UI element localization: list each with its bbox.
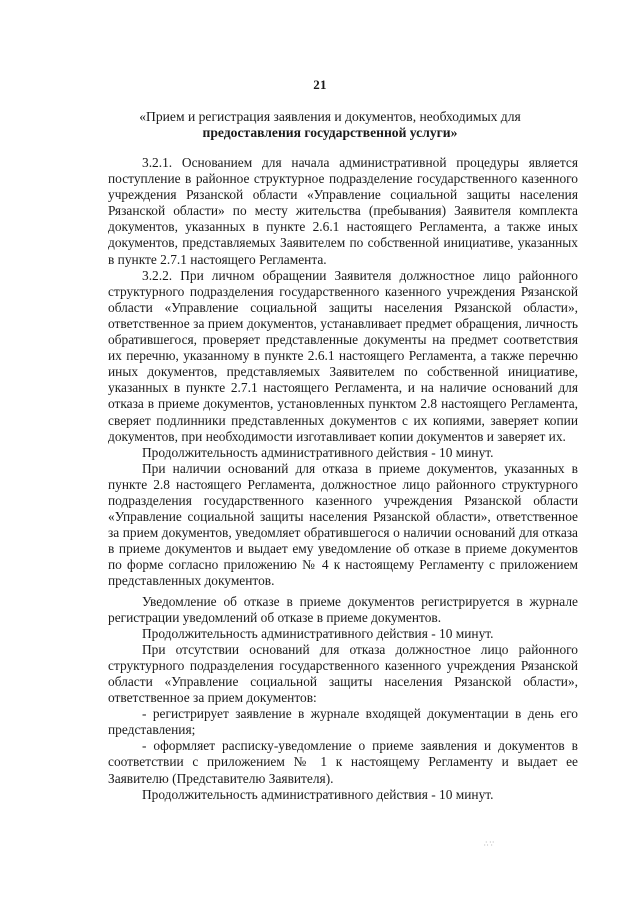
body-text xyxy=(108,155,578,803)
paragraph-no-refusal: При отсутствии оснований для отказа должностное лицо районного структурного подразделения государственного казенного учреждения Рязанской области «Управление социальной защиты населения Рязанской области», ответственное за прием документов: xyxy=(108,641,578,706)
paragraph-refusal-registration: Уведомление об отказе в приеме документов регистрируется в журнале регистрации уведомлений об отказе в приеме документов. xyxy=(108,593,578,625)
list-item-register: - регистрирует заявление в журнале входящей документации в день его представления; xyxy=(108,706,578,738)
page-number: 21 xyxy=(313,77,327,92)
paragraph-3-2-2: 3.2.2. При личном обращении Заявителя должностное лицо районного структурного подразделения государственного казенного учреждения Рязанской области «Управление социальной защиты населения Рязанской области», ответственное за прием документов, устанавливает предмет обращения, личность обратившегося, проверяет представленные документы на предмет соответствия их перечню, указанному в пункте 2.6.1 настоящего Регламента, а также перечню иных документов, представляемых Заявителем по собственной инициативе, указанных в пункте 2.7.1 настоящего Регламента, и на наличие оснований для отказа в приеме документов, установленных пунктом 2.8 настоящего Регламента, сверяет подлинники представленных документов с их копиями, заверяет копии документов, при необходимости изготавливает копии документов и заверяет их. xyxy=(108,267,578,444)
section-title-line-1: «Прием и регистрация заявления и документов, необходимых для xyxy=(139,109,521,124)
paragraph-duration-1: Продолжительность административного действия - 10 минут. xyxy=(142,444,494,460)
section-title-line-2: предоставления государственной услуги» xyxy=(202,125,458,140)
paragraph-3-2-1: 3.2.1. Основанием для начала административной процедуры является поступление в районное структурное подразделение государственного казенного учреждения Рязанской области «Управление социальной защиты населения Рязанской области» по месту жительства (пребывания) Заявителя комплекта документов, указанных в пункте 2.6.1 настоящего Регламента, а также иных документов, представляемых Заявителем по собственной инициативе, указанных в пункте 2.7.1 настоящего Регламента. xyxy=(108,155,578,267)
paragraph-duration-2: Продолжительность административного действия - 10 минут. xyxy=(142,625,494,641)
list-item-receipt: - оформляет расписку-уведомление о приеме заявления и документов в соответствии с приложением № 1 к настоящему Регламенту и выдает ее Заявителю (Представителю Заявителя). xyxy=(108,738,578,786)
section-title xyxy=(110,109,550,141)
paragraph-refusal: При наличии оснований для отказа в приеме документов, указанных в пункте 2.8 настоящего Регламента, должностное лицо районного структурного подразделения государственного казенного учреждения Рязанской области «Управление социальной защиты населения Рязанской области», ответственное за прием документов, уведомляет обратившегося о наличии оснований для отказа в приеме документов и выдает ему уведомление об отказе в приеме документов по форме согласно приложению № 4 к настоящему Регламенту с приложением представленных документов. xyxy=(108,460,578,589)
scan-artifact-marks: ∴∵ xyxy=(484,840,495,848)
paragraph-duration-3: Продолжительность административного действия - 10 минут. xyxy=(142,786,494,802)
